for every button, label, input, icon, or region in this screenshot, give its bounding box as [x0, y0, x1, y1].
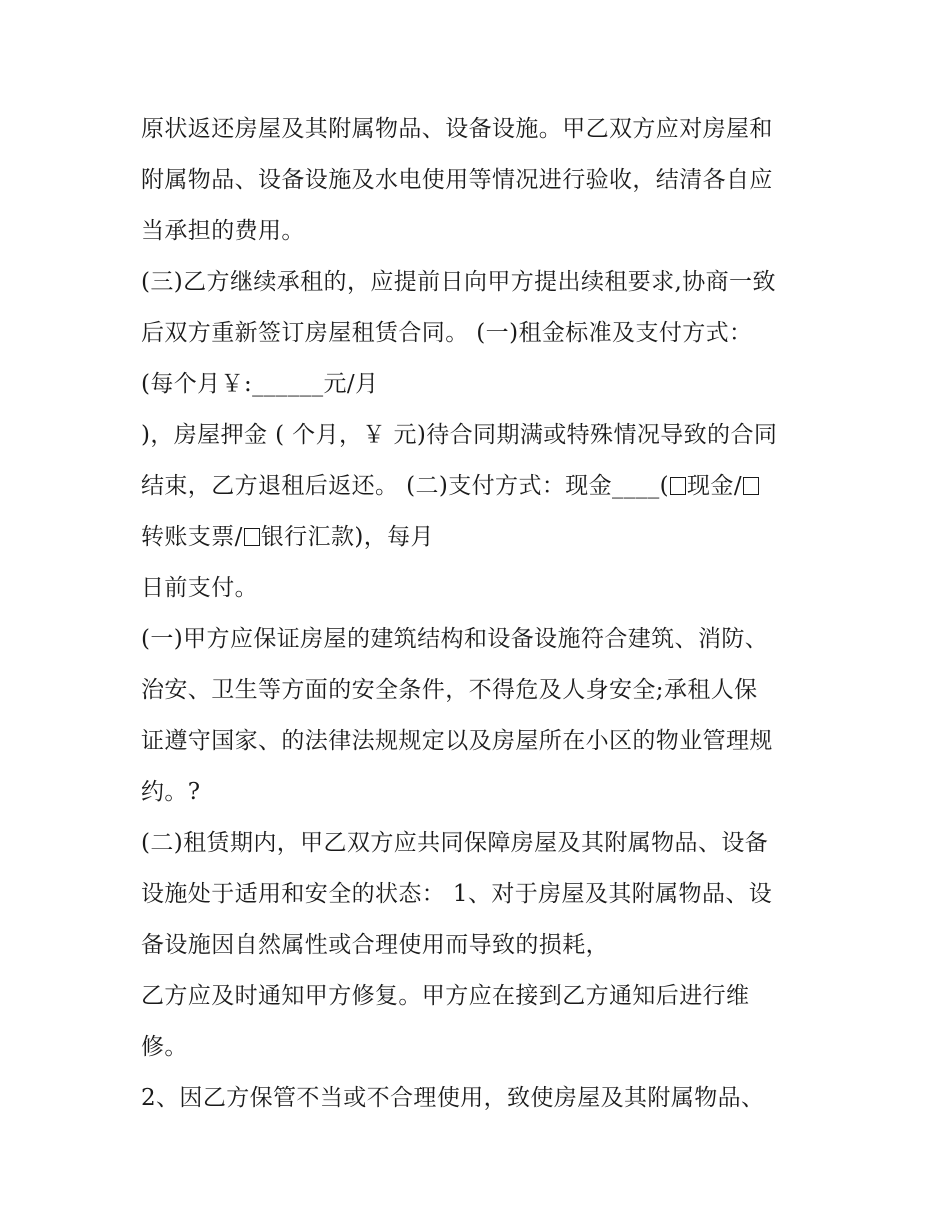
text-line: 证遵守国家、的法律法规规定以及房屋所在小区的物业管理规 [141, 728, 773, 754]
text-line: 乙方应及时通知甲方修复。甲方应在接到乙方通知后进行维 [141, 983, 750, 1009]
text-line: 2、因乙方保管不当或不合理使用，致使房屋及其附属物品、 [141, 1085, 765, 1111]
text-line: (一)甲方应保证房屋的建筑结构和设备设施符合建筑、消防、 [141, 626, 769, 652]
checkbox-transfer-check[interactable] [743, 477, 759, 495]
text-line-payment-method [141, 471, 760, 501]
text-line: 原状返还房屋及其附属物品、设备设施。甲乙双方应对房屋和 [141, 116, 773, 142]
text-line: (二)租赁期内，甲乙双方应共同保障房屋及其附属物品、设备 [141, 830, 769, 856]
text-line: 约。? [141, 779, 201, 805]
checkbox-bank-remittance[interactable] [244, 528, 260, 546]
text-line: 附属物品、设备设施及水电使用等情况进行验收，结清各自应 [141, 167, 773, 193]
text-line: 设施处于适用和安全的状态： 1、对于房屋及其附属物品、设 [141, 881, 773, 907]
text-line: 当承担的费用。 [141, 218, 305, 244]
payment-method-text: 结束，乙方退租后返还。 (二)支付方式：现金____( [141, 473, 670, 499]
text-line: )，房屋押金 ( 个月，￥ 元)待合同期满或特殊情况导致的合同 [141, 422, 778, 448]
cash-option-label: 现金/ [687, 473, 742, 499]
text-line: 日前支付。 [141, 575, 258, 601]
text-line-payment-options [141, 522, 434, 552]
text-line: 后双方重新签订房屋租赁合同。 (一)租金标准及支付方式： [141, 320, 753, 346]
text-line: 修。 [141, 1034, 188, 1060]
bank-remittance-label: 银行汇款)，每月 [260, 524, 434, 550]
text-line: 治安、卫生等方面的安全条件，不得危及人身安全;承租人保 [141, 677, 758, 703]
transfer-check-label: 转账支票/ [141, 524, 243, 550]
text-line: 备设施因自然属性或合理使用而导致的损耗， [141, 932, 609, 958]
checkbox-cash[interactable] [670, 477, 686, 495]
text-line: (三)乙方继续承租的，应提前日向甲方提出续租要求,协商一致 [141, 269, 776, 295]
text-line: (每个月￥:______元/月 [141, 371, 379, 397]
